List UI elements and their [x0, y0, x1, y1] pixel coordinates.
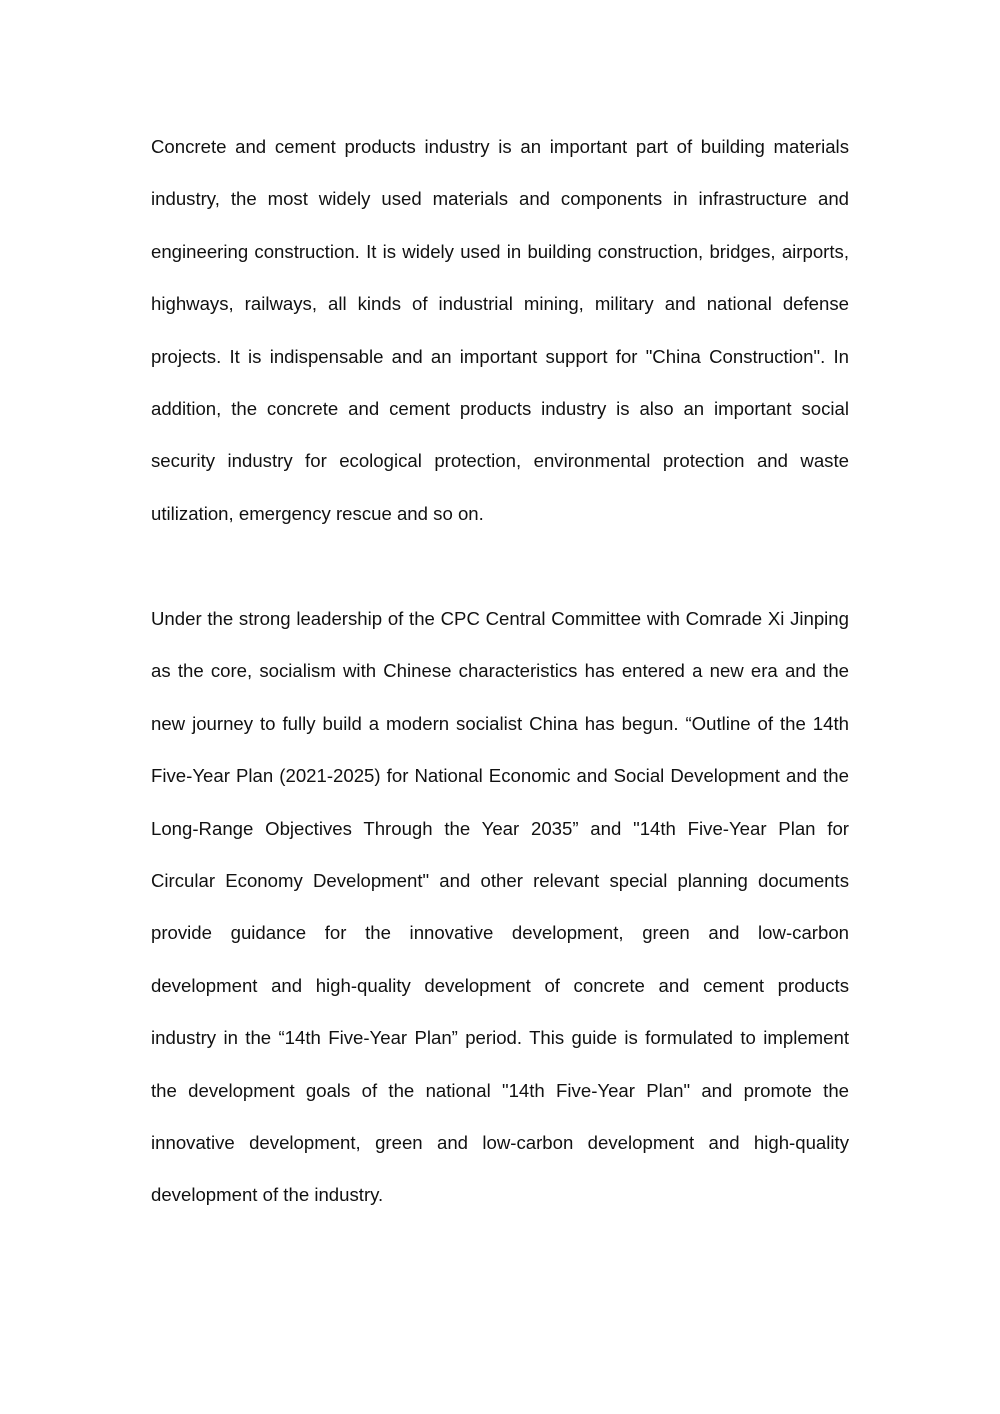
body-paragraph-industry-overview: Concrete and cement products industry is an important part of building materials industry, the most widely used materials and components in infrastructure and engineering construction. It is widely used in building construction, bridges, airports, highways, railways, all kinds of industrial mining, military and national defense projects. It is indispensable and an important support for "China Construction". In addition, the concrete and cement products industry is also an important social security industry for ecological protection, environmental protection and waste utilization, emergency rescue and so on. [151, 136, 849, 524]
body-paragraph-policy-background: Under the strong leadership of the CPC Central Committee with Comrade Xi Jinping as the core, socialism with Chinese characteristics has entered a new era and the new journey to fully build a modern socialist China has begun. “Outline of the 14th Five-Year Plan (2021-2025) for National Economic and Social Development and the Long-Range Objectives Through the Year 2035” and "14th Five-Year Plan for Circular Economy Development" and other relevant special planning documents provide guidance for the innovative development, green and low-carbon development and high-quality development of concrete and cement products industry in the “14th Five-Year Plan” period. This guide is formulated to implement the development goals of the national "14th Five-Year Plan" and promote the innovative development, green and low-carbon development and high-quality development of the industry. [151, 608, 849, 1206]
